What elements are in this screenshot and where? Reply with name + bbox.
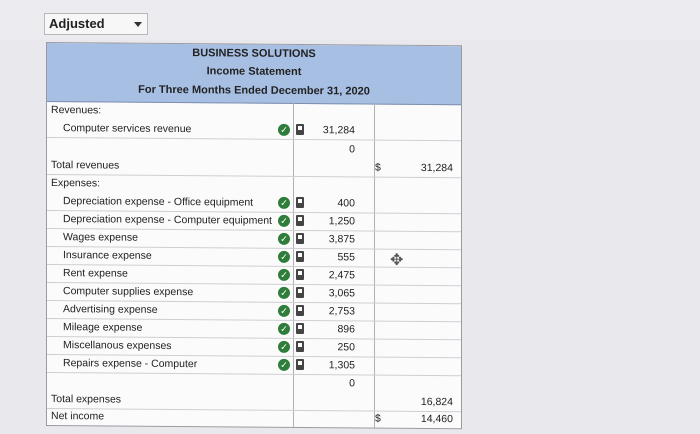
check-icon: ✓	[278, 251, 290, 263]
check-icon: ✓	[278, 197, 290, 209]
currency-symbol: $	[375, 161, 381, 174]
net-income-value: 14,460	[420, 412, 453, 426]
line-item-label[interactable]: Computer services revenue	[63, 122, 192, 136]
line-item-label[interactable]: Computer supplies expense	[63, 285, 194, 299]
line-item-amount[interactable]: 2,475	[328, 269, 355, 282]
income-statement-sheet	[46, 42, 462, 429]
total-revenues-label: Total revenues	[51, 159, 120, 172]
line-item-amount[interactable]: 3,875	[328, 233, 355, 246]
chevron-down-icon[interactable]	[134, 22, 142, 27]
check-icon: ✓	[278, 323, 290, 335]
statement-title: Income Statement	[206, 65, 302, 79]
statement-period: For Three Months Ended December 31, 2020	[138, 83, 370, 98]
line-item-label[interactable]: Depreciation expense - Office equipment	[63, 195, 254, 209]
line-item-amount[interactable]: 250	[337, 341, 355, 354]
line-item-amount[interactable]: 0	[349, 377, 355, 390]
line-item-amount[interactable]: 1,305	[328, 359, 355, 372]
check-icon: ✓	[278, 215, 290, 227]
line-item-label[interactable]: Repairs expense - Computer	[63, 357, 198, 371]
line-item-amount[interactable]: 1,250	[328, 215, 355, 228]
line-item-amount[interactable]: 896	[337, 323, 355, 336]
line-item-label[interactable]: Miscellanous expenses	[63, 339, 172, 352]
line-item-label[interactable]: Advertising expense	[63, 303, 158, 316]
expenses-heading: Expenses:	[51, 177, 101, 190]
check-icon: ✓	[278, 269, 290, 281]
check-icon: ✓	[278, 233, 290, 245]
total-expenses-value: 16,824	[420, 395, 453, 409]
currency-symbol: $	[375, 412, 381, 425]
check-icon: ✓	[278, 359, 290, 371]
check-icon: ✓	[278, 124, 290, 136]
revenues-heading: Revenues:	[51, 104, 102, 117]
move-cursor-icon: ✥	[390, 252, 404, 269]
check-icon: ✓	[278, 287, 290, 299]
company-name: BUSINESS SOLUTIONS	[192, 47, 316, 61]
line-item-amount[interactable]: 2,753	[328, 305, 355, 318]
check-icon: ✓	[278, 341, 290, 353]
line-item-amount[interactable]: 0	[349, 143, 355, 156]
statement-type-dropdown[interactable]	[44, 13, 148, 35]
total-revenues-value: 31,284	[420, 161, 453, 175]
line-item-amount[interactable]: 555	[337, 251, 355, 264]
net-income-row	[47, 407, 461, 428]
net-income-label: Net income	[51, 410, 105, 423]
line-item-amount[interactable]: 31,284	[322, 124, 355, 137]
line-item-label[interactable]: Wages expense	[63, 231, 138, 244]
line-item-label[interactable]: Insurance expense	[63, 249, 152, 262]
check-icon: ✓	[278, 305, 290, 317]
line-item-label[interactable]: Mileage expense	[63, 321, 143, 334]
line-item-label[interactable]: Rent expense	[63, 267, 128, 280]
line-item-label[interactable]: Depreciation expense - Computer equipment	[63, 213, 272, 227]
line-item-amount[interactable]: 400	[337, 197, 355, 210]
total-expenses-label: Total expenses	[51, 393, 122, 406]
statement-header	[47, 43, 461, 105]
dropdown-value: Adjusted	[49, 16, 105, 31]
line-item-amount[interactable]: 3,065	[328, 287, 355, 300]
